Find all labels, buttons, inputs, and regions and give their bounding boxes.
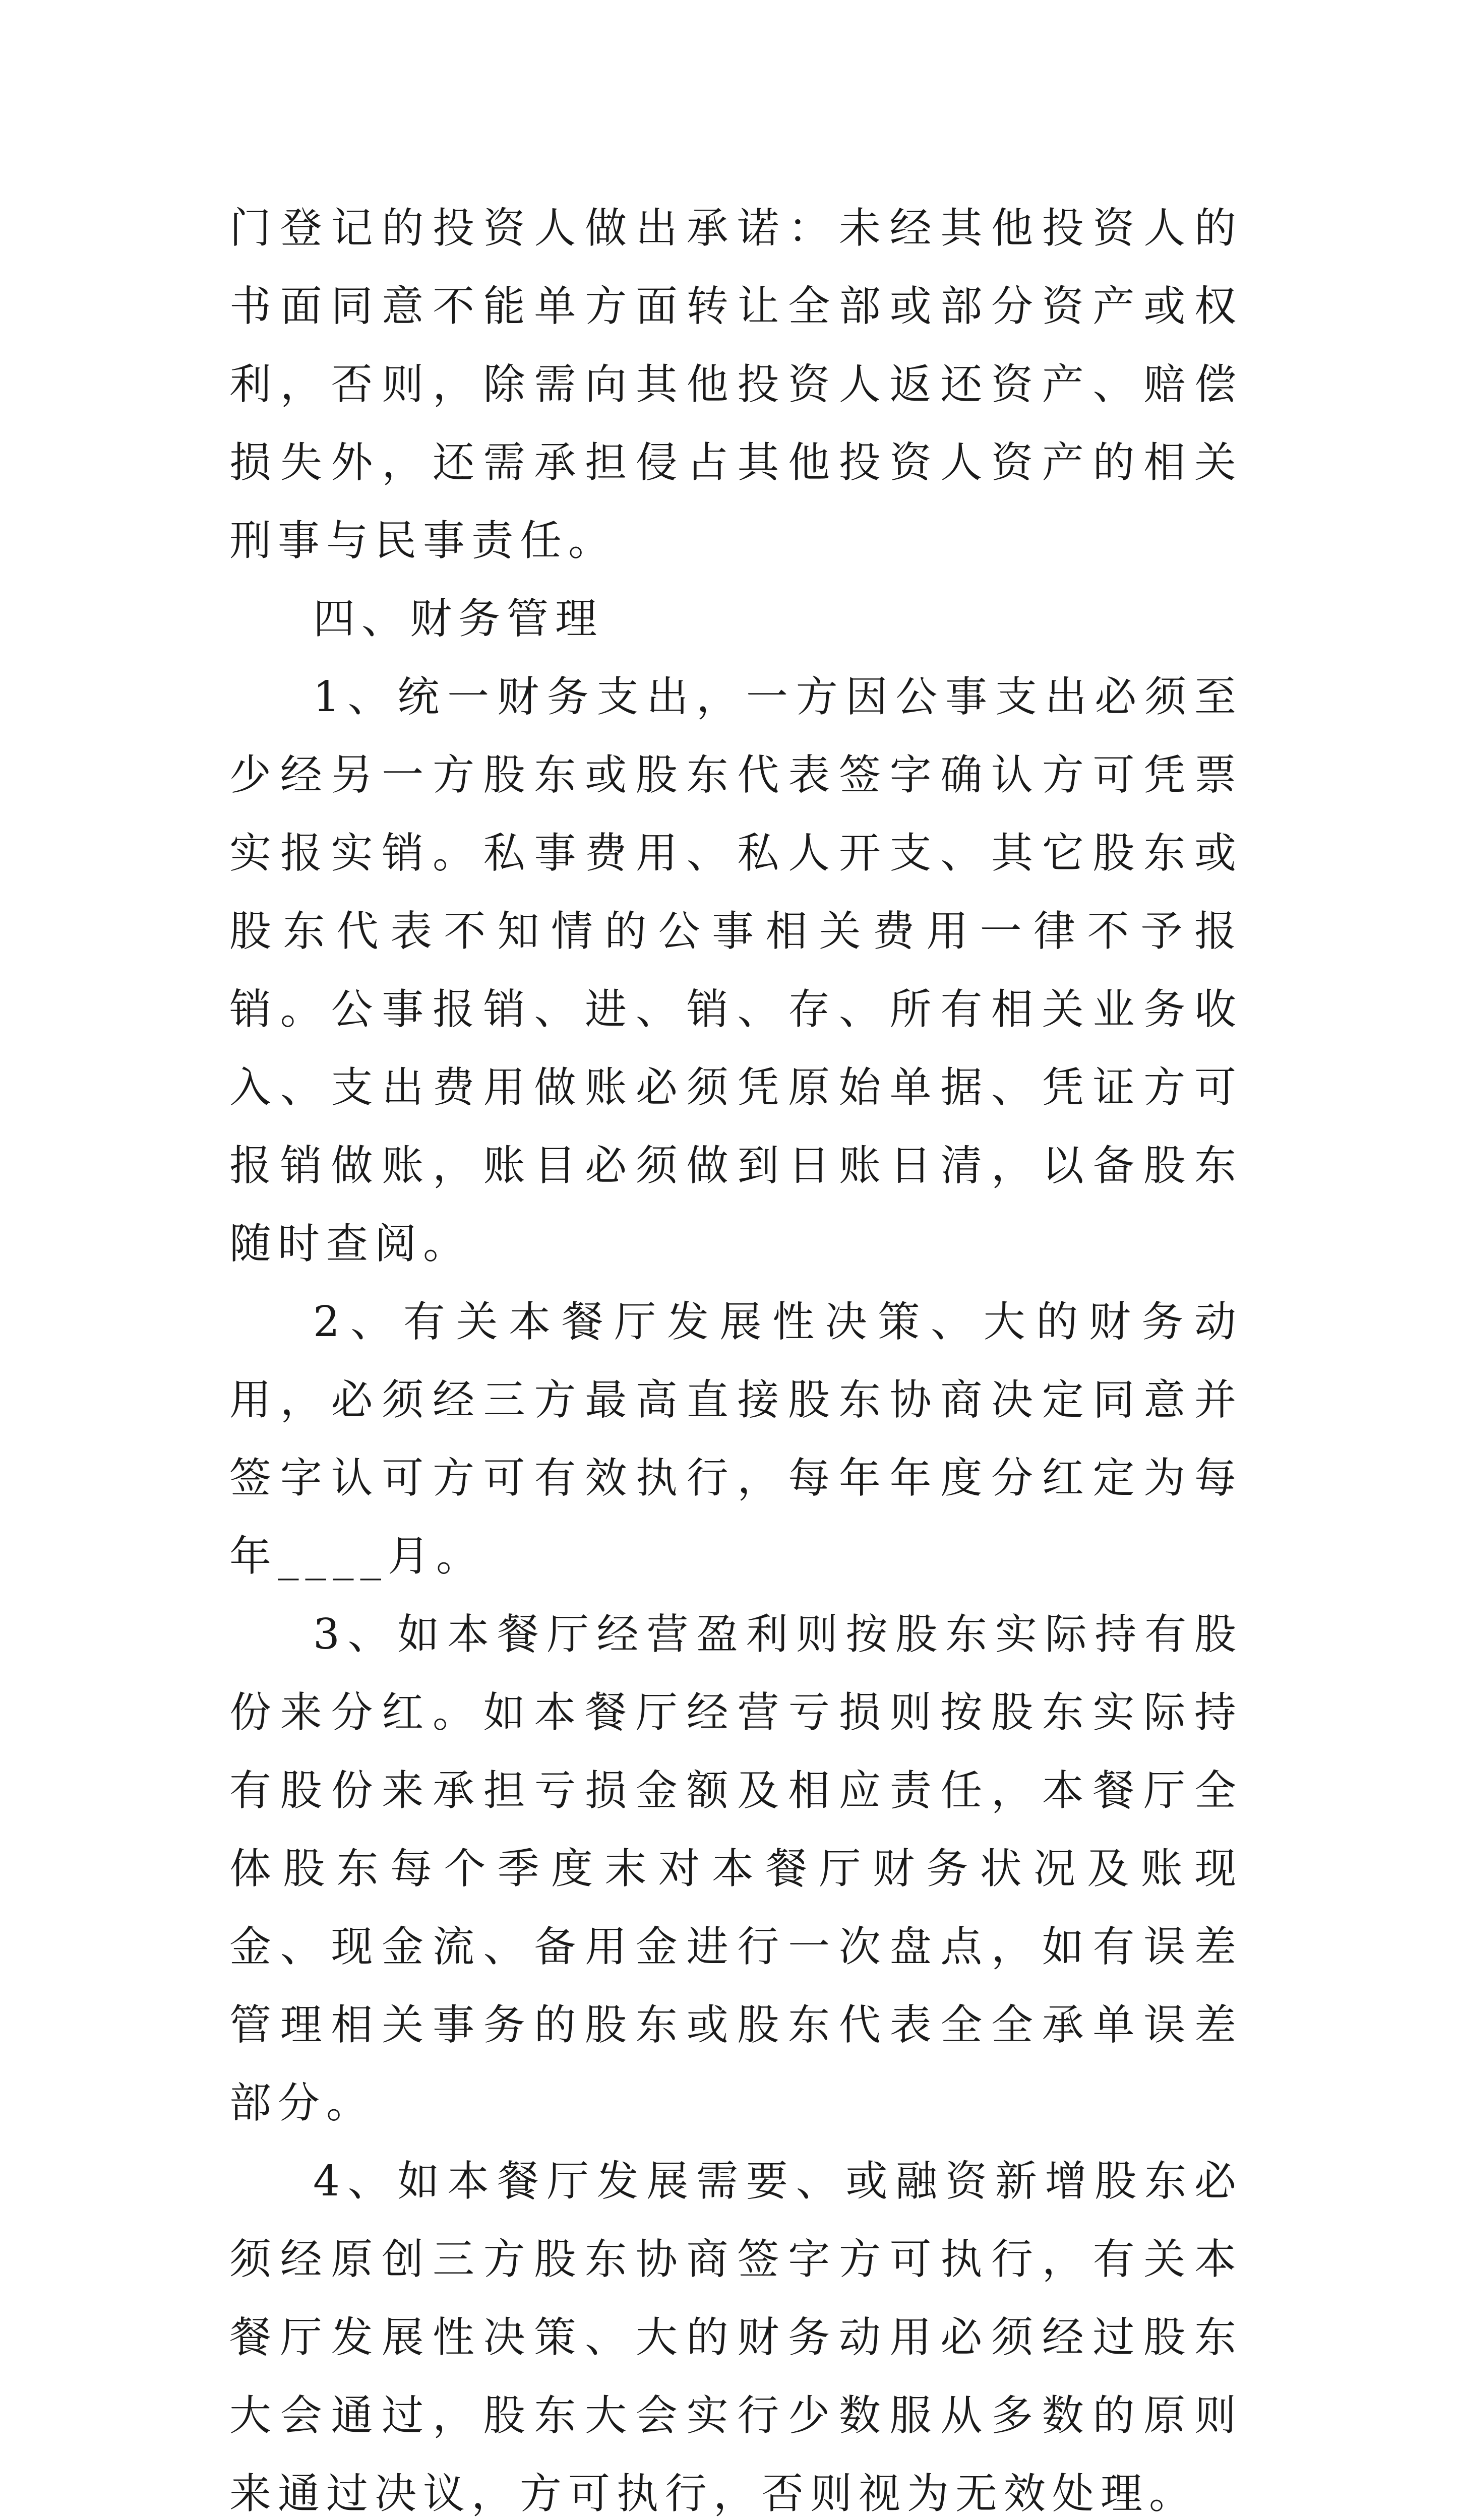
paragraph-clause-4: 4、如本餐厅发展需要、或融资新增股东必须经原创三方股东协商签字方可执行，有关本餐厅发展性决策、大的财务动用必须经过股东大会通过，股东大会实行少数服从多数的原则来通过决议，方可执行，否则视为无效处理。	[229, 2157, 1243, 2518]
section-heading-finance: 四、财务管理	[313, 594, 603, 643]
paragraph-clause-3: 3、如本餐厅经营盈利则按股东实际持有股份来分红。如本餐厅经营亏损则按股东实际持有股份来承担亏损金额及相应责任，本餐厅全体股东每个季度末对本餐厅财务状况及账现金、现金流、备用金进行一次盘点，如有误差管理相关事务的股东或股东代表全全承单误差部分。	[229, 1610, 1243, 2127]
paragraph-clause-2: 2、有关本餐厅发展性决策、大的财务动用，必须经三方最高直接股东协商决定同意并签字认可方可有效执行，每年年度分红定为每年____月。	[229, 1297, 1243, 1581]
paragraph-commitment: 门登记的投资人做出承诺：未经其他投资人的书面同意不能单方面转让全部或部分资产或权利，否则，除需向其他投资人返还资产、赔偿损失外，还需承担侵占其他投资人资产的相关刑事与民事责任。	[229, 204, 1243, 565]
paragraph-clause-1: 1、统一财务支出，一方因公事支出必须至少经另一方股东或股东代表签字确认方可凭票实报实销。私事费用、私人开支、其它股东或股东代表不知情的公事相关费用一律不予报销。公事报销、进、销、存、所有相关业务收入、支出费用做账必须凭原始单据、凭证方可报销做账，账目必须做到日账日清，以备股东随时查阅。	[229, 672, 1243, 1268]
document-body	[229, 189, 1243, 2520]
